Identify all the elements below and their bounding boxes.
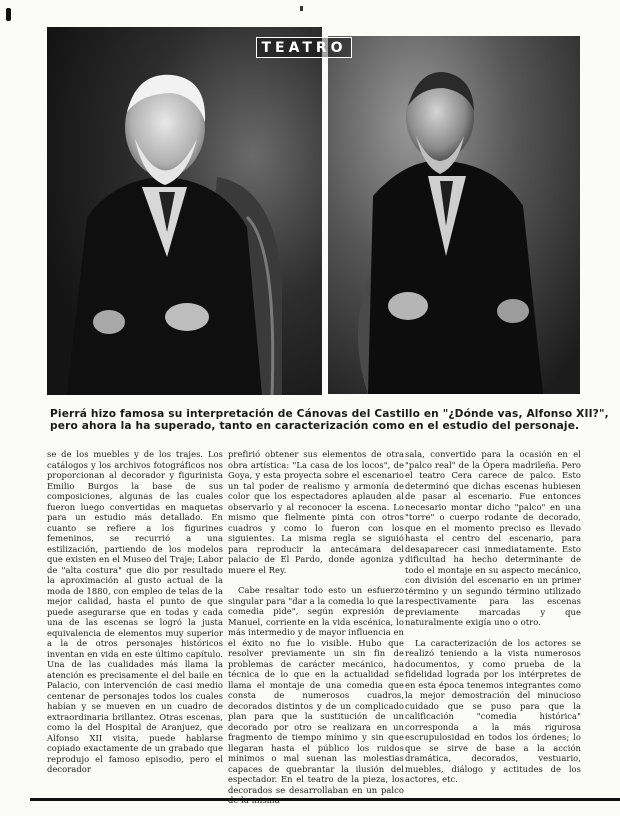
caption-line-2: pero ahora la ha superado, tanto en caracterización como en el estudio del personaje.: [50, 420, 580, 432]
page-mark-small: [300, 6, 303, 11]
article-column-2: [228, 449, 404, 816]
column-3-paragraph-2: La caracterización de los actores se realizó teniendo a la vista numerosos documentos, y como prueba de la fidelidad lograda por los intérpretes de en esta época tenemos integrantes como la mejor demostración del minucioso cuidado que se puso para que la calificación "comedia histórica" corresponda a la más rigurosa escrupulosidad en todos los órdenes; lo que se sirve de base a la acción dramática, decorados, vestuario, muebles, diálogo y actitudes de los actores, etc.: [405, 637, 581, 784]
article-column-1: [47, 449, 223, 785]
article-column-3: [405, 449, 581, 795]
portrait-photo-icon: [328, 36, 580, 394]
caption-line-1: Pierrá hizo famosa su interpretación de Cánovas del Castillo en "¿Dónde vas, Alfonso XII?",: [50, 408, 609, 420]
column-2-paragraph-1: prefirió obtener sus elementos de otra obra artística: "La casa de los locos", de Goya, y esta proyecta sobre el escenario un tal poder de realismo y armonía de color que los espectadores aplauden al observarlo y al reconocer la escena. Lo mismo que fielmente pinta con otros cuadros y como lo fueron con los siguientes. La misma regla se siguió para reproducir la antecámara del palacio de El Pardo, donde agoniza y muere el Rey.: [228, 449, 404, 575]
portrait-photo-right: [328, 36, 580, 394]
photo-caption: [50, 408, 609, 432]
page-mark: [6, 8, 11, 21]
column-1-paragraph-1: se de los muebles y de los trajes. Los catálogos y los archivos fotográficos nos proporcionan al decorador y figurinista Emilio Burgos la base de sus composiciones, algunas de las cuales fueron luego convertidas en maquetas para un estudio más detallado. En cuanto se refiere a los figurines femeninos, se recurrió a una estilización, partiendo de los modelos que existen en el Museo del Traje; Labor de "alta costura" que dio por resultado la aproximación al gusto actual de la moda de 1880, con empleo de telas de la mejor calidad, hasta el punto de que puede asegurarse que en todas y cada una de las escenas se logró la justa equivalencia de elementos muy superior a la de otros personajes históricos inventan en vida en este último capítulo. Una de las cualidades más llama la atención es precisamente el del baile en Palacio, con intervención de casi medio centenar de personajes todos los cuales habían y se mueven en un cuadro de extraordinaria brillantez. Otras escenas, como la del Hospital de Aranjuez, que Alfonso XII visita, puede hablarse copiado exactamente de un grabado que reprodujo el famoso episodio, pero el decorador: [47, 449, 223, 774]
portrait-photo-left: [47, 27, 322, 395]
portrait-photo-icon: [47, 27, 322, 395]
column-2-paragraph-2: Cabe resaltar todo esto un esfuerzo singular para "dar a la comedia lo que la comedia pide", según expresión de Manuel, corriente en la vida escénica, lo más intermedio y de mayor influencia en el éxito no fue lo visible. Hubo que resolver previamente un sin fin de problemas de carácter mecánico, ha técnica de lo que en la actualidad se llama el montaje de una comedia que consta de numerosos cuadros, decorados distintos y de un complicado plan para que la sustitución de un decorado por otro se realizara en un fragmento de tiempo mínimo y sin que llegaran hasta el público los ruidos mínimos o mal suenan las molestias capaces de quebrantar la ilusión del espectador. En el teatro de la pieza, los decorados se desarrollaban en un palco: [228, 585, 404, 795]
bottom-rule: [30, 798, 620, 801]
section-label: TEATRO: [256, 37, 352, 58]
column-3-paragraph-1: sala, convertido para la ocasión en el "palco real" de la Ópera madrileña. Pero el teatro Cera carece de palco. Esto determinó que dichas escenas hubiesen de pasar al escenario. Fue entonces necesario montar dicho "palco" en una "torre" o cuerpo rodante de decorado, que en el momento preciso es llevado hasta el centro del escenario, para desaparecer casi inmediatamente. Esto dificultad ha hecho determinante de todo el montaje en su aspecto mecánico, con división del escenario en un primer término y un segundo término utilizado respectivamente para las escenas previamente marcadas y que naturalmente exigía uno o otro.: [405, 449, 581, 627]
